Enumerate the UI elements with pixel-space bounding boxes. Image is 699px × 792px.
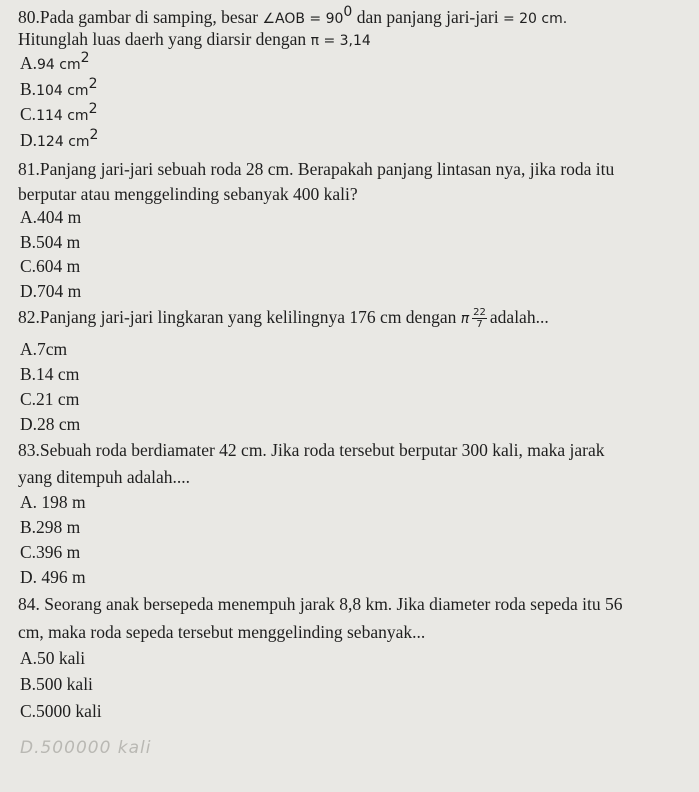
q80-radius: = 20 cm. <box>502 11 568 27</box>
q80-text-c: Hitunglah luas daerh yang diarsir dengan <box>18 29 311 49</box>
q82-fraction: $\frac{22}{7}$ <box>473 307 486 331</box>
q80-text-a: 80.Pada gambar di samping, besar <box>18 7 263 27</box>
q83-option-a: A. 198 m <box>20 492 86 512</box>
q83-line-2: yang ditempuh adalah.... <box>18 467 191 487</box>
q80-pi-value: π = 3,14 <box>310 33 371 49</box>
q80-degree: 0 <box>343 4 353 21</box>
q80-text-b: dan panjang jari-jari <box>352 7 503 27</box>
handwritten-option-d: D.500000 kali <box>20 738 152 758</box>
q84-line-1: 84. Seorang anak bersepeda menempuh jarak 8,8 km. Jika diameter roda sepeda itu 56 <box>18 594 623 614</box>
q83-option-d: D. 496 m <box>20 567 86 587</box>
q84-option-c: C.5000 kali <box>20 701 102 721</box>
q81-line-1: 81.Panjang jari-jari sebuah roda 28 cm. Berapakah panjang lintasan nya, jika roda itu <box>18 159 615 179</box>
q80-line-1 <box>18 4 568 29</box>
q81-option-c: C.604 m <box>20 256 81 276</box>
q81-option-d: D.704 m <box>20 281 82 301</box>
q84-line-2: cm, maka roda sepeda tersebut menggelinding sebanyak... <box>18 622 426 642</box>
q82-option-d: D.28 cm <box>20 414 81 434</box>
q82-text-a: 82.Panjang jari-jari lingkaran yang kelilingnya 176 cm dengan <box>18 307 461 327</box>
q83-line-1: 83.Sebuah roda berdiamater 42 cm. Jika roda tersebut berputar 300 kali, maka jarak <box>18 440 605 460</box>
q82-text-b: adalah... <box>489 307 549 327</box>
q82-option-b: B.14 cm <box>20 364 80 384</box>
q83-option-b: B.298 m <box>20 517 81 537</box>
q80-option-b: B.104 $cm^2$ <box>20 76 98 99</box>
q84-option-b: B.500 kali <box>20 674 93 694</box>
q80-option-a: A.94 $cm^2$ <box>20 50 90 73</box>
q82-option-c: C.21 cm <box>20 389 80 409</box>
q83-option-c: C.396 m <box>20 542 81 562</box>
q82-option-a: A.7cm <box>20 339 68 359</box>
q81-option-b: B.504 m <box>20 232 81 252</box>
q82-line-1 <box>18 304 549 332</box>
q82-pi: π <box>460 311 470 327</box>
q80-option-c: C.114 $cm^2$ <box>20 101 98 124</box>
q80-angle: ∠AOB = 90 <box>262 11 344 27</box>
q81-option-a: A.404 m <box>20 207 82 227</box>
q81-line-2: berputar atau menggelinding sebanyak 400 kali? <box>18 184 358 204</box>
q80-option-d: D.124 $cm^2$ <box>20 127 99 150</box>
q84-option-a: A.50 kali <box>20 648 86 668</box>
q80-line-2 <box>18 29 371 51</box>
